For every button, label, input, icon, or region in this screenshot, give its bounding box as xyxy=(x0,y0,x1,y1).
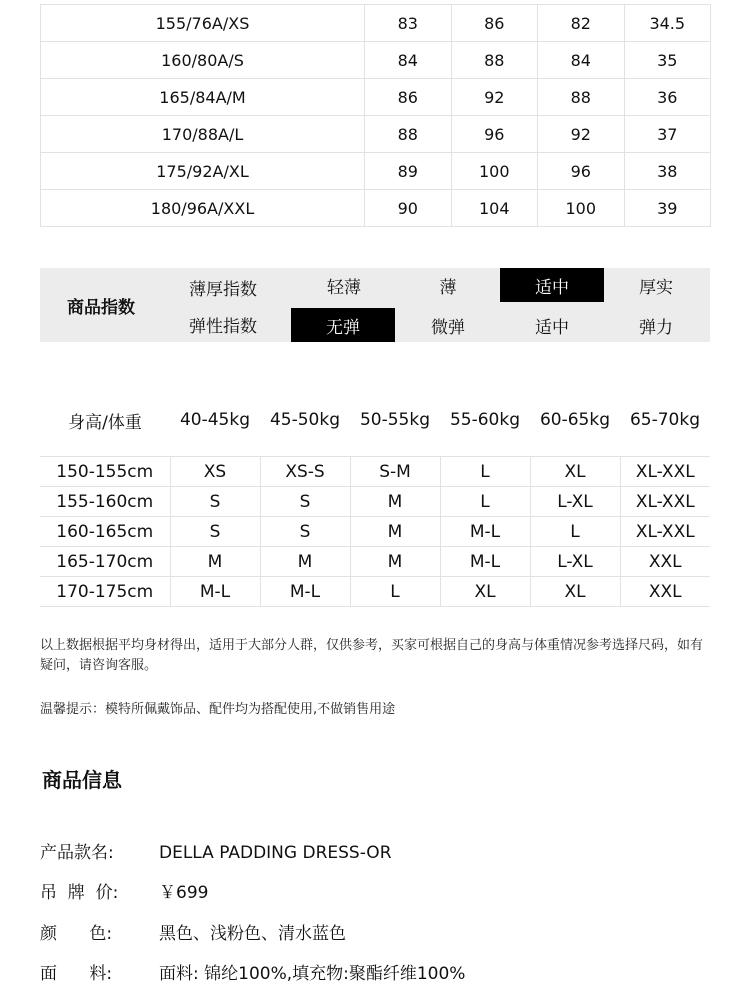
fit-table-row xyxy=(40,487,710,517)
product-name-value: DELLA PADDING DRESS-OR xyxy=(159,843,392,863)
recommended-size-cell: S xyxy=(260,517,350,547)
size-table-row xyxy=(41,79,711,116)
recommended-size-cell: XL-XXL xyxy=(620,457,710,487)
fit-table-row xyxy=(40,577,710,607)
recommended-size-cell: M xyxy=(170,547,260,577)
fit-header-cell: 60-65kg xyxy=(539,410,611,430)
thickness-index-label: 薄厚指数 xyxy=(189,279,257,300)
recommended-size-cell: XXL xyxy=(620,547,710,577)
recommended-size-cell: XL-XXL xyxy=(620,487,710,517)
tag-price-value: ￥699 xyxy=(159,883,209,903)
size-table-row xyxy=(41,153,711,190)
thickness-option-thick: 厚实 xyxy=(639,277,673,298)
measurement-cell: 34.5 xyxy=(624,5,711,42)
recommended-size-cell: S-M xyxy=(350,457,440,487)
measurement-cell: 86 xyxy=(451,5,538,42)
fit-table-header xyxy=(40,400,710,440)
size-label-cell: 165/84A/M xyxy=(41,79,365,116)
size-table-row xyxy=(41,42,711,79)
fit-table-row xyxy=(40,517,710,547)
size-measurement-table xyxy=(40,4,711,227)
measurement-cell: 100 xyxy=(538,190,625,227)
color-label: 颜 色: xyxy=(40,924,113,944)
measurement-cell: 35 xyxy=(624,42,711,79)
thickness-option-thin: 薄 xyxy=(439,277,457,298)
recommended-size-cell: L xyxy=(440,487,530,517)
recommended-size-cell: M-L xyxy=(170,577,260,607)
elasticity-index-label: 弹性指数 xyxy=(189,316,257,337)
fit-header-cell: 45-50kg xyxy=(269,410,341,430)
product-index-block xyxy=(40,268,710,342)
height-range-cell: 170-175cm xyxy=(40,577,170,607)
recommended-size-cell: S xyxy=(170,517,260,547)
thickness-option-light: 轻薄 xyxy=(327,277,361,298)
elasticity-option-slight: 微弹 xyxy=(431,317,465,338)
measurement-cell: 89 xyxy=(365,153,452,190)
product-name-label: 产品款名: xyxy=(40,843,114,863)
size-table-row xyxy=(41,116,711,153)
recommended-size-cell: XS xyxy=(170,457,260,487)
measurement-cell: 82 xyxy=(538,5,625,42)
height-range-cell: 150-155cm xyxy=(40,457,170,487)
height-range-cell: 160-165cm xyxy=(40,517,170,547)
recommended-size-cell: XS-S xyxy=(260,457,350,487)
elasticity-option-medium: 适中 xyxy=(535,317,569,338)
accessory-tip-note: 温馨提示：模特所佩戴饰品、配件均为搭配使用,不做销售用途 xyxy=(40,702,396,717)
fabric-value: 面料: 锦纶100%,填充物:聚酯纤维100% xyxy=(159,964,466,984)
measurement-cell: 96 xyxy=(538,153,625,190)
recommended-size-cell: L xyxy=(350,577,440,607)
measurement-cell: 88 xyxy=(365,116,452,153)
measurement-cell: 86 xyxy=(365,79,452,116)
size-label-cell: 175/92A/XL xyxy=(41,153,365,190)
fabric-label: 面 料: xyxy=(40,964,113,984)
measurement-cell: 36 xyxy=(624,79,711,116)
recommended-size-cell: M-L xyxy=(440,547,530,577)
height-range-cell: 165-170cm xyxy=(40,547,170,577)
index-title: 商品指数 xyxy=(67,297,135,318)
measurement-cell: 92 xyxy=(451,79,538,116)
recommended-size-cell: L-XL xyxy=(530,487,620,517)
measurement-cell: 104 xyxy=(451,190,538,227)
size-disclaimer-note: 以上数据根据平均身材得出，适用于大部分人群，仅供参考，买家可根据自己的身高与体重情况参考选择尺码，如有疑问，请咨询客服。 xyxy=(40,638,704,673)
size-label-cell: 170/88A/L xyxy=(41,116,365,153)
measurement-cell: 96 xyxy=(451,116,538,153)
recommended-size-cell: M xyxy=(350,517,440,547)
recommended-size-cell: XL xyxy=(530,577,620,607)
recommended-size-cell: XL xyxy=(530,457,620,487)
size-table-row xyxy=(41,190,711,227)
elasticity-option-none: 无弹 xyxy=(291,308,395,342)
fit-table-row xyxy=(40,457,710,487)
measurement-cell: 39 xyxy=(624,190,711,227)
fit-table-row xyxy=(40,547,710,577)
recommended-size-cell: L-XL xyxy=(530,547,620,577)
measurement-cell: 84 xyxy=(538,42,625,79)
measurement-cell: 88 xyxy=(451,42,538,79)
measurement-cell: 90 xyxy=(365,190,452,227)
recommended-size-cell: M xyxy=(350,547,440,577)
size-label-cell: 180/96A/XXL xyxy=(41,190,365,227)
recommended-size-cell: L xyxy=(530,517,620,547)
recommended-size-cell: M-L xyxy=(260,577,350,607)
recommended-size-cell: XL xyxy=(440,577,530,607)
recommended-size-cell: L xyxy=(440,457,530,487)
size-label-cell: 155/76A/XS xyxy=(41,5,365,42)
fit-header-cell: 40-45kg xyxy=(179,410,251,430)
measurement-cell: 38 xyxy=(624,153,711,190)
height-range-cell: 155-160cm xyxy=(40,487,170,517)
recommended-size-cell: XL-XXL xyxy=(620,517,710,547)
fit-header-cell: 55-60kg xyxy=(449,410,521,430)
recommended-size-cell: S xyxy=(170,487,260,517)
measurement-cell: 92 xyxy=(538,116,625,153)
recommended-size-cell: S xyxy=(260,487,350,517)
color-value: 黑色、浅粉色、清水蓝色 xyxy=(159,924,346,944)
fit-header-cell: 身高/体重 xyxy=(68,412,142,433)
measurement-cell: 83 xyxy=(365,5,452,42)
measurement-cell: 100 xyxy=(451,153,538,190)
elasticity-option-stretch: 弹力 xyxy=(639,317,673,338)
measurement-cell: 84 xyxy=(365,42,452,79)
height-weight-size-table xyxy=(40,456,710,607)
recommended-size-cell: M xyxy=(350,487,440,517)
fit-header-cell: 50-55kg xyxy=(359,410,431,430)
recommended-size-cell: M xyxy=(260,547,350,577)
thickness-option-medium: 适中 xyxy=(500,268,604,302)
recommended-size-cell: XXL xyxy=(620,577,710,607)
product-info-title: 商品信息 xyxy=(42,768,122,792)
fit-header-cell: 65-70kg xyxy=(629,410,701,430)
recommended-size-cell: M-L xyxy=(440,517,530,547)
size-label-cell: 160/80A/S xyxy=(41,42,365,79)
measurement-cell: 37 xyxy=(624,116,711,153)
tag-price-label: 吊 牌 价: xyxy=(40,883,119,903)
measurement-cell: 88 xyxy=(538,79,625,116)
size-table-row xyxy=(41,5,711,42)
